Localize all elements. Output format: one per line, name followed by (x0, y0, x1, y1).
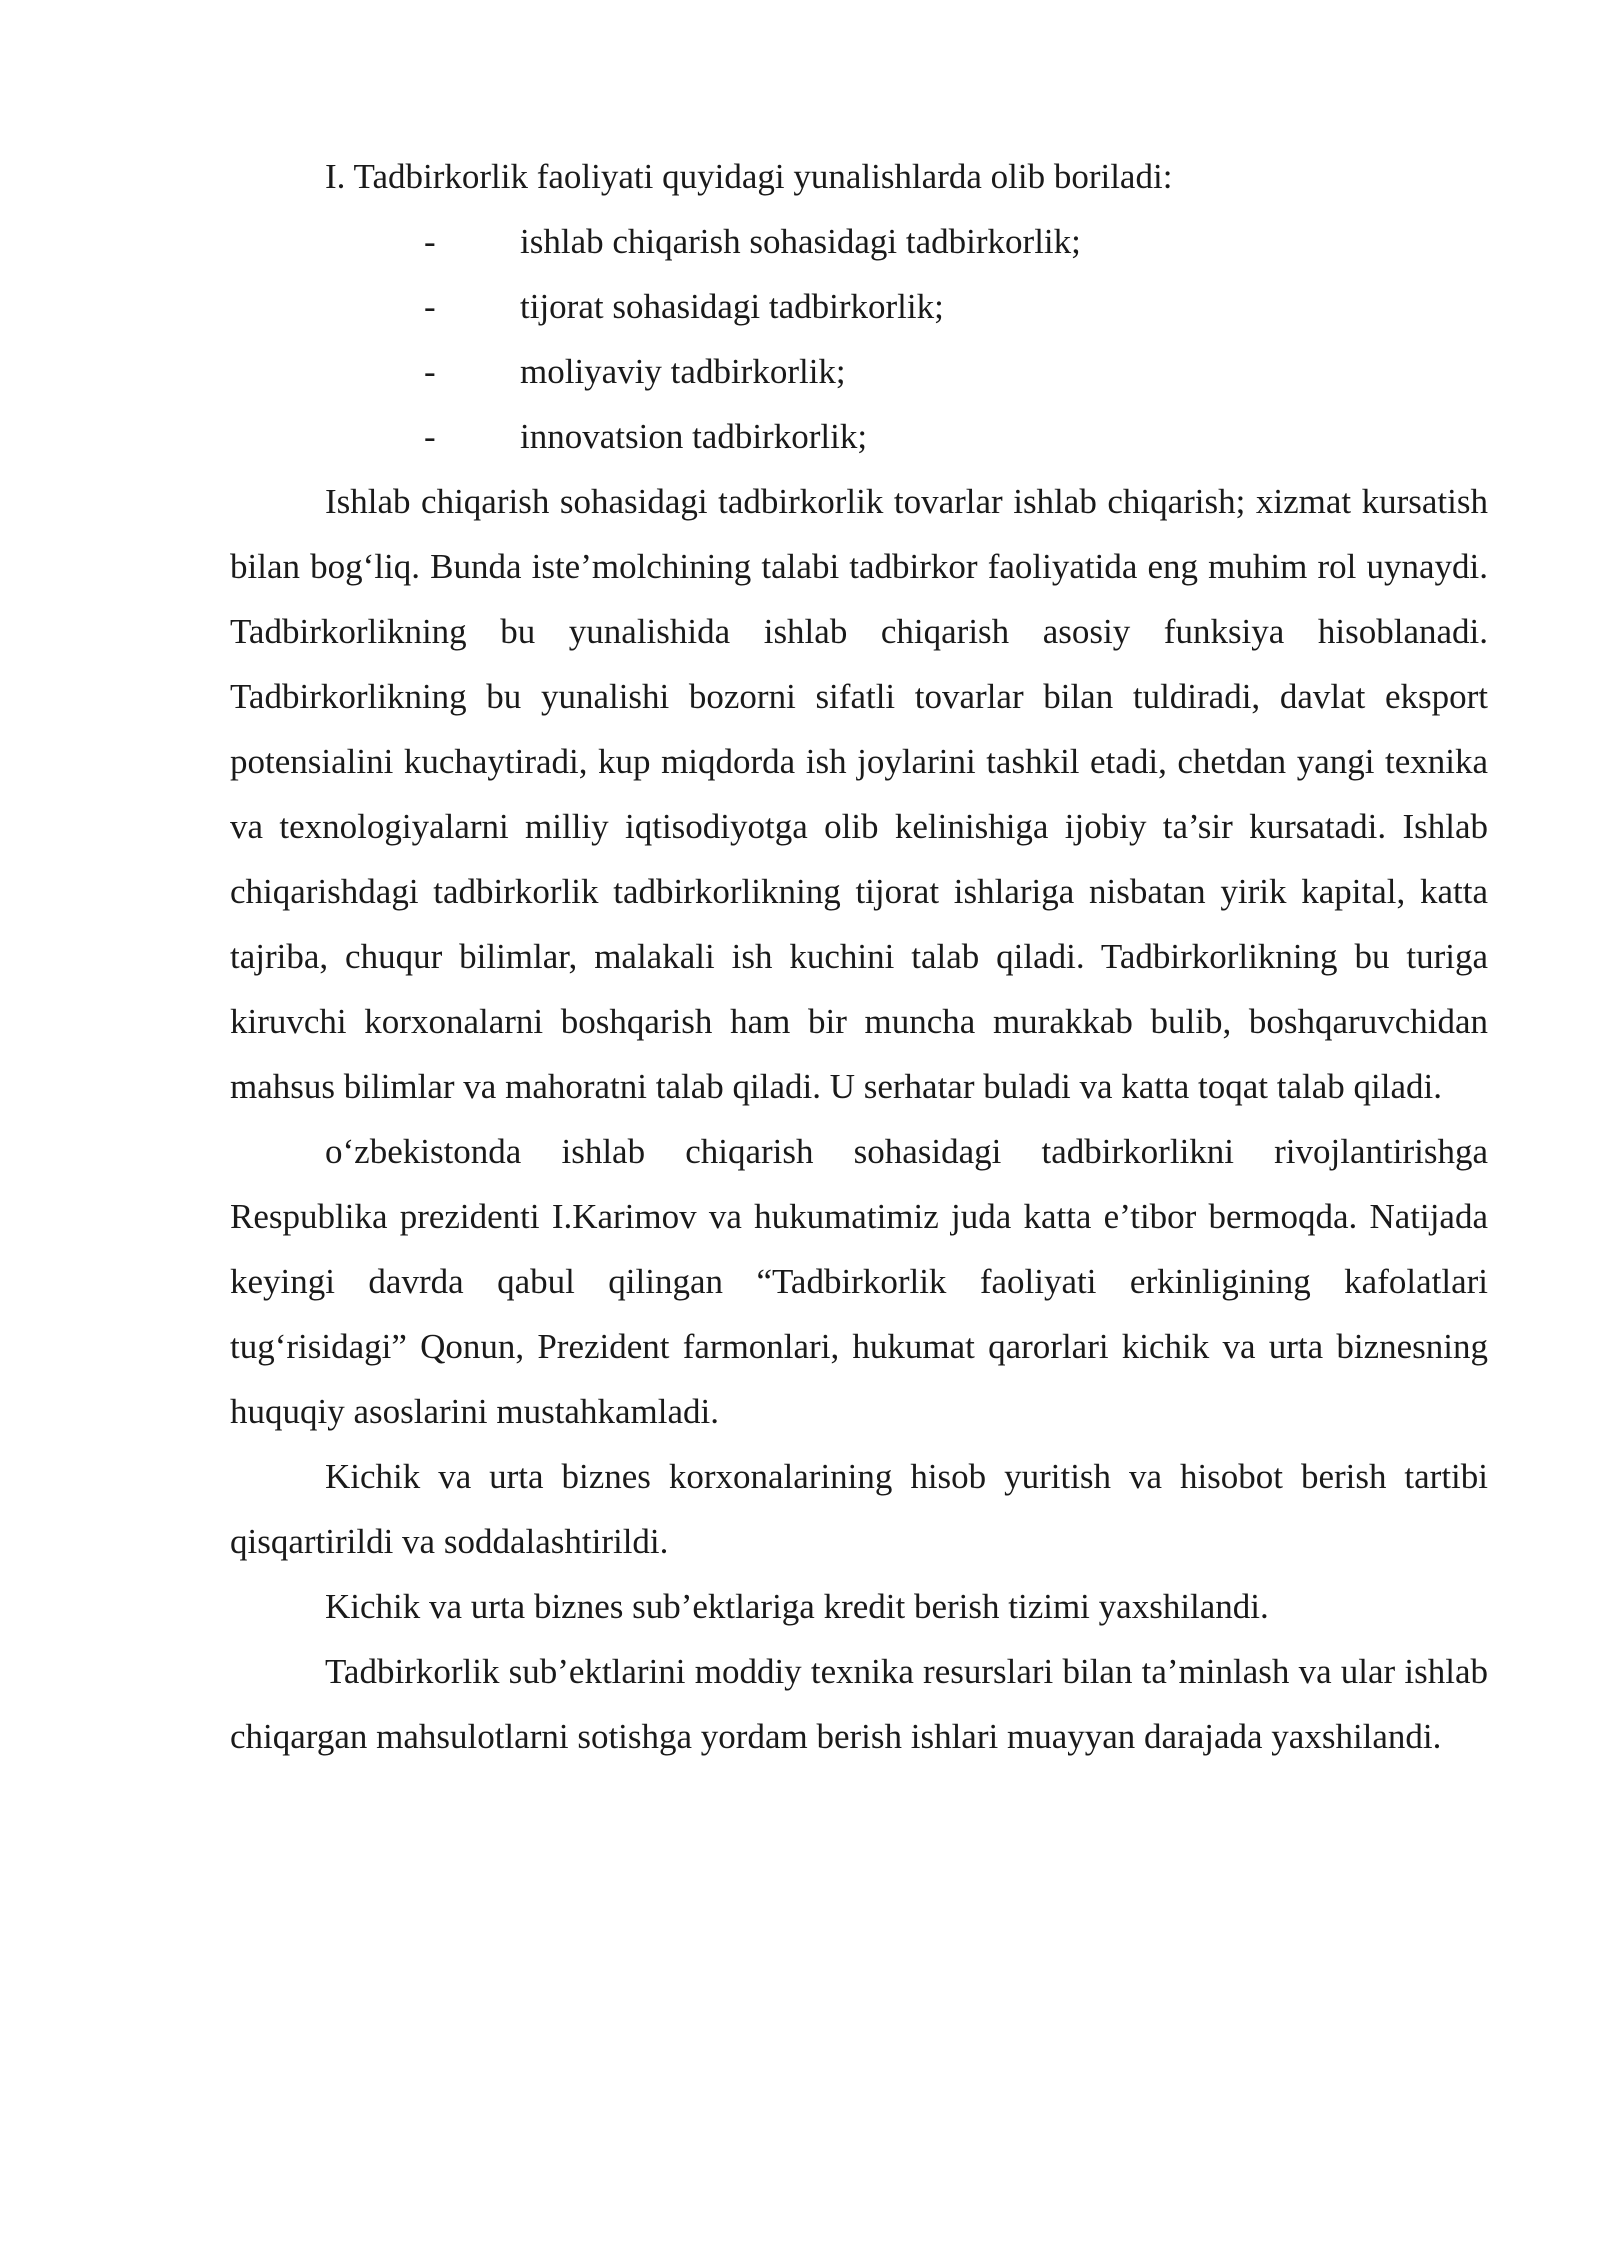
bullet-marker: - (424, 222, 436, 261)
list-item (230, 274, 1488, 339)
list-item-text: tijorat sohasidagi tadbirkorlik; (520, 287, 944, 326)
list-item (230, 339, 1488, 404)
section-heading: I. Tadbirkorlik faoliyati quyidagi yunalishlarda olib boriladi: (325, 157, 1173, 196)
list-item-text: innovatsion tadbirkorlik; (520, 417, 868, 456)
list-item (230, 404, 1488, 469)
list-item-text: moliyaviy tadbirkorlik; (520, 352, 846, 391)
paragraph: o‘zbekistonda ishlab chiqarish sohasidagi tadbirkorlikni rivojlantirishga Respublika prezidenti I.Karimov va hukumatimiz juda katta e’tibor bermoqda. Natijada keyingi davrda qabul qilingan “Tadbirkorlik faoliyati erkinligining kafolatlari tug‘risidagi” Qonun, Prezident farmonlari, hukumat qarorlari kichik va urta biznesning huquqiy asoslarini mustahkamladi. (230, 1132, 1488, 1431)
bullet-marker: - (424, 417, 436, 456)
list-item-text: ishlab chiqarish sohasidagi tadbirkorlik; (520, 222, 1081, 261)
paragraph: Ishlab chiqarish sohasidagi tadbirkorlik tovarlar ishlab chiqarish; xizmat kursatish bilan bog‘liq. Bunda iste’molchining talabi tadbirkor faoliyatida eng muhim rol uynaydi. Tadbirkorlikning bu yunalishida ishlab chiqarish asosiy funksiya hisoblanadi. Tadbirkorlikning bu yunalishi bozorni sifatli tovarlar bilan tuldiradi, davlat eksport potensialini kuchaytiradi, kup miqdorda ish joylarini tashkil etadi, chetdan yangi texnika va texnologiyalarni milliy iqtisodiyotga olib kelinishiga ijobiy ta’sir kursatadi. Ishlab chiqarishdagi tadbirkorlik tadbirkorlikning tijorat ishlariga nisbatan yirik kapital, katta tajriba, chuqur bilimlar, malakali ish kuchini talab qiladi. Tadbirkorlikning bu turiga kiruvchi korxonalarni boshqarish ham bir muncha murakkab bulib, boshqaruvchidan mahsus bilimlar va mahoratni talab qiladi. U serhatar buladi va katta toqat talab qiladi. (230, 482, 1488, 1106)
bullet-list (230, 209, 1488, 469)
document-body (230, 144, 1488, 1769)
paragraph: Kichik va urta biznes korxonalarining hisob yuritish va hisobot berish tartibi qisqartirildi va soddalashtirildi. (230, 1457, 1488, 1561)
bullet-marker: - (424, 352, 436, 391)
paragraph: Tadbirkorlik sub’ektlarini moddiy texnika resurslari bilan ta’minlash va ular ishlab chiqargan mahsulotlarni sotishga yordam berish ishlari muayyan darajada yaxshilandi. (230, 1652, 1488, 1756)
paragraph: Kichik va urta biznes sub’ektlariga kredit berish tizimi yaxshilandi. (325, 1587, 1269, 1626)
bullet-marker: - (424, 287, 436, 326)
list-item (230, 209, 1488, 274)
